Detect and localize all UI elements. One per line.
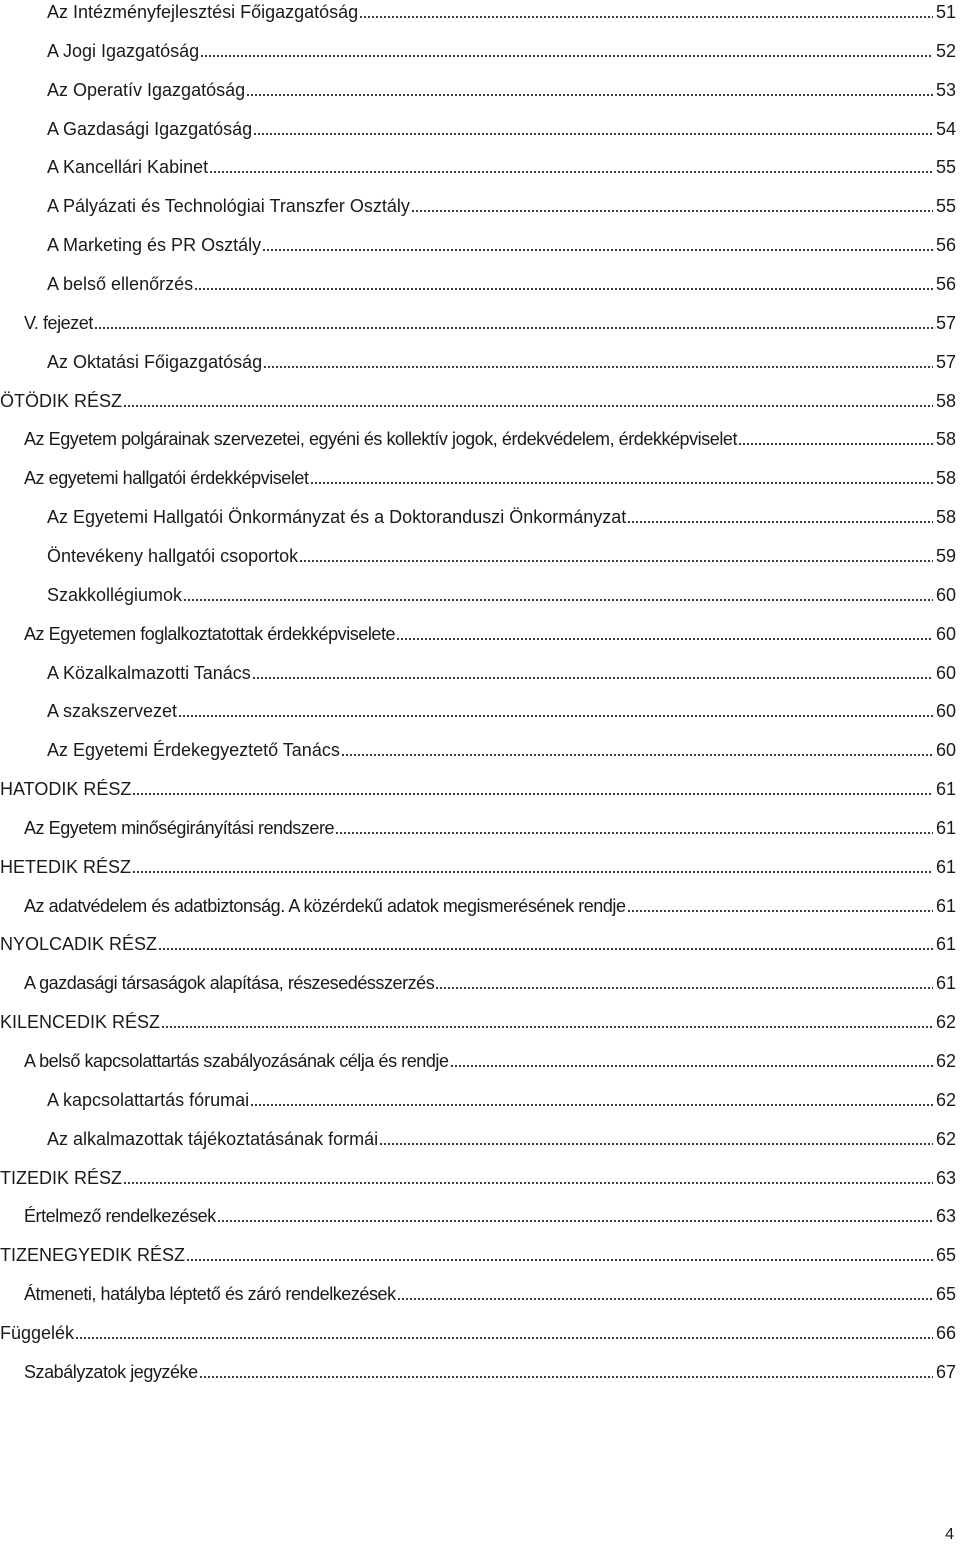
toc-entry-page: 60 bbox=[935, 701, 956, 722]
toc-entry-page: 60 bbox=[935, 740, 956, 761]
dot-leader bbox=[123, 1181, 933, 1185]
toc-entry-title: Átmeneti, hatályba léptető és záró rendelkezések bbox=[24, 1284, 396, 1304]
toc-entry[interactable] bbox=[47, 698, 956, 722]
toc-entry[interactable] bbox=[24, 621, 956, 645]
toc-entry[interactable] bbox=[0, 854, 956, 878]
dot-leader bbox=[200, 54, 933, 58]
toc-entry[interactable] bbox=[47, 504, 956, 528]
toc-entry-page: 57 bbox=[935, 351, 956, 372]
toc-entry-page: 67 bbox=[935, 1361, 956, 1382]
toc-entry[interactable] bbox=[47, 737, 956, 761]
toc-entry-page: 58 bbox=[935, 429, 956, 450]
toc-entry-title: Az Operatív Igazgatóság bbox=[47, 79, 246, 100]
toc-entry[interactable] bbox=[47, 193, 956, 217]
toc-entry-title: KILENCEDIK RÉSZ bbox=[0, 1012, 161, 1033]
toc-entry[interactable] bbox=[47, 582, 956, 606]
toc-entry-title: A szakszervezet bbox=[47, 701, 178, 722]
dot-leader bbox=[199, 1375, 933, 1379]
dot-leader bbox=[217, 1219, 933, 1223]
toc-entry-page: 63 bbox=[935, 1206, 956, 1227]
toc-entry-title: Az Intézményfejlesztési Főigazgatóság bbox=[47, 2, 359, 22]
dot-leader bbox=[132, 792, 933, 796]
toc-entry-title: NYOLCADIK RÉSZ bbox=[0, 934, 158, 955]
dot-leader bbox=[250, 1103, 933, 1107]
toc-entry-title: A kapcsolattartás fórumai bbox=[47, 1089, 250, 1110]
toc-entry-page: 59 bbox=[935, 545, 956, 566]
dot-leader bbox=[335, 831, 933, 835]
toc-entry-title: Az Egyetemi Hallgatói Önkormányzat és a Doktoranduszi Önkormányzat bbox=[47, 507, 627, 528]
dot-leader bbox=[186, 1258, 933, 1262]
toc-entry-title: Öntevékeny hallgatói csoportok bbox=[47, 545, 299, 566]
toc-entry-title: Az Oktatási Főigazgatóság bbox=[47, 351, 263, 372]
toc-entry-page: 57 bbox=[935, 312, 956, 333]
dot-leader bbox=[252, 676, 933, 680]
toc-entry-title: HETEDIK RÉSZ bbox=[0, 856, 132, 877]
toc-entry-title: HATODIK RÉSZ bbox=[0, 779, 132, 799]
toc-entry-page: 56 bbox=[935, 235, 956, 256]
toc-entry-title: A Jogi Igazgatóság bbox=[47, 40, 200, 61]
toc-entry-page: 61 bbox=[935, 817, 956, 838]
toc-entry-page: 62 bbox=[935, 1128, 956, 1149]
toc-entry-page: 62 bbox=[935, 1089, 956, 1110]
toc-entry[interactable] bbox=[0, 1165, 956, 1189]
toc-entry[interactable] bbox=[47, 1126, 956, 1150]
toc-entry-title: Szabályzatok jegyzéke bbox=[24, 1361, 198, 1382]
toc-entry-title: TIZENEGYEDIK RÉSZ bbox=[0, 1245, 186, 1266]
toc-entry-page: 61 bbox=[935, 779, 956, 799]
toc-entry-title: A belső kapcsolattartás szabályozásának célja és rendje bbox=[24, 1051, 449, 1071]
toc-entry-page: 58 bbox=[935, 390, 956, 411]
toc-entry-page: 65 bbox=[935, 1245, 956, 1266]
toc-entry-title: V. fejezet bbox=[24, 312, 93, 333]
dot-leader bbox=[359, 15, 933, 19]
dot-leader bbox=[396, 637, 933, 641]
toc-entry[interactable] bbox=[47, 349, 956, 373]
toc-entry-page: 58 bbox=[935, 507, 956, 528]
toc-entry-page: 61 bbox=[935, 895, 956, 916]
toc-entry-page: 61 bbox=[935, 973, 956, 994]
dot-leader bbox=[738, 442, 933, 446]
toc-entry[interactable] bbox=[47, 543, 956, 567]
toc-entry-title: Függelék bbox=[0, 1322, 75, 1343]
toc-entry-title: A Marketing és PR Osztály bbox=[47, 235, 262, 256]
dot-leader bbox=[379, 1142, 933, 1146]
toc-entry-page: 63 bbox=[935, 1167, 956, 1188]
toc-entry[interactable] bbox=[24, 1048, 956, 1072]
toc-entry-page: 65 bbox=[935, 1284, 956, 1304]
toc-entry-page: 53 bbox=[935, 79, 956, 100]
dot-leader bbox=[627, 520, 933, 524]
dot-leader bbox=[435, 986, 933, 990]
toc-entry-title: Az Egyetemen foglalkoztatottak érdekképviselete bbox=[24, 623, 396, 644]
toc-entry[interactable] bbox=[0, 931, 956, 955]
toc-entry-page: 62 bbox=[935, 1051, 956, 1071]
toc-entry-title: TIZEDIK RÉSZ bbox=[0, 1167, 123, 1188]
toc-entry-title: Az alkalmazottak tájékoztatásának formái bbox=[47, 1128, 379, 1149]
toc-entry[interactable] bbox=[47, 116, 956, 140]
dot-leader bbox=[194, 287, 933, 291]
dot-leader bbox=[263, 365, 933, 369]
toc-entry[interactable] bbox=[0, 1009, 956, 1033]
toc-entry[interactable] bbox=[47, 154, 956, 178]
dot-leader bbox=[310, 481, 933, 485]
dot-leader bbox=[450, 1064, 933, 1068]
toc-entry-title: Értelmező rendelkezések bbox=[24, 1206, 216, 1227]
toc-entry[interactable] bbox=[47, 1087, 956, 1111]
toc-entry-page: 60 bbox=[935, 623, 956, 644]
toc-entry[interactable] bbox=[0, 1242, 956, 1266]
toc-entry-title: A belső ellenőrzés bbox=[47, 273, 194, 294]
toc-entry-page: 66 bbox=[935, 1322, 956, 1343]
dot-leader bbox=[262, 248, 933, 252]
toc-entry-title: A Gazdasági Igazgatóság bbox=[47, 118, 253, 139]
dot-leader bbox=[158, 947, 933, 951]
toc-entry[interactable] bbox=[24, 893, 956, 917]
dot-leader bbox=[132, 870, 933, 874]
toc-entry-title: A Közalkalmazotti Tanács bbox=[47, 662, 251, 683]
dot-leader bbox=[253, 132, 933, 136]
toc-entry[interactable] bbox=[24, 1281, 956, 1305]
dot-leader bbox=[246, 93, 933, 97]
dot-leader bbox=[209, 170, 933, 174]
toc-entry[interactable] bbox=[47, 232, 956, 256]
toc-entry-page: 51 bbox=[935, 2, 956, 22]
dot-leader bbox=[183, 598, 933, 602]
dot-leader bbox=[397, 1297, 933, 1301]
dot-leader bbox=[161, 1025, 933, 1029]
toc-entry-title: A gazdasági társaságok alapítása, részesedésszerzés bbox=[24, 973, 435, 994]
toc-entry-page: 55 bbox=[935, 196, 956, 217]
toc-entry[interactable] bbox=[24, 1359, 956, 1383]
toc-entry-title: Az egyetemi hallgatói érdekképviselet bbox=[24, 468, 309, 489]
toc-entry-page: 60 bbox=[935, 662, 956, 683]
toc-entry[interactable] bbox=[47, 271, 956, 295]
toc-entry-page: 61 bbox=[935, 934, 956, 955]
toc-entry[interactable] bbox=[24, 426, 956, 450]
dot-leader bbox=[178, 714, 933, 718]
toc-entry-page: 58 bbox=[935, 468, 956, 489]
toc-entry-page: 55 bbox=[935, 157, 956, 178]
toc-entry-page: 54 bbox=[935, 118, 956, 139]
dot-leader bbox=[299, 559, 933, 563]
toc-entry-title: Az adatvédelem és adatbiztonság. A közérdekű adatok megismerésének rendje bbox=[24, 895, 626, 916]
toc-entry-page: 62 bbox=[935, 1012, 956, 1033]
toc-entry[interactable] bbox=[0, 388, 956, 412]
toc-entry[interactable] bbox=[24, 970, 956, 994]
toc-entry-title: A Kancellári Kabinet bbox=[47, 157, 209, 178]
toc-entry[interactable] bbox=[47, 38, 956, 62]
toc-entry-page: 61 bbox=[935, 856, 956, 877]
toc-entry-title: Az Egyetemi Érdekegyeztető Tanács bbox=[47, 740, 340, 761]
toc-entry-title: A Pályázati és Technológiai Transzfer Osztály bbox=[47, 196, 410, 217]
dot-leader bbox=[341, 753, 933, 757]
toc-entry[interactable] bbox=[0, 1320, 956, 1344]
toc-entry-title: Az Egyetem polgárainak szervezetei, egyéni és kollektív jogok, érdekvédelem, érdekképviselet bbox=[24, 429, 737, 450]
toc-entry[interactable] bbox=[24, 815, 956, 839]
dot-leader bbox=[123, 404, 933, 408]
toc-entry[interactable] bbox=[47, 0, 956, 23]
toc-entry[interactable] bbox=[47, 660, 956, 684]
toc-entry[interactable] bbox=[24, 465, 956, 489]
toc-entry[interactable] bbox=[47, 77, 956, 101]
page-number: 4 bbox=[945, 1526, 954, 1543]
toc-entry[interactable] bbox=[24, 1203, 956, 1227]
dot-leader bbox=[94, 326, 933, 330]
dot-leader bbox=[75, 1336, 933, 1340]
toc-entry-page: 52 bbox=[935, 40, 956, 61]
toc-entry-title: Szakkollégiumok bbox=[47, 584, 183, 605]
dot-leader bbox=[627, 909, 933, 913]
toc-entry-page: 56 bbox=[935, 273, 956, 294]
toc-entry-title: ÖTÖDIK RÉSZ bbox=[0, 390, 123, 411]
toc-entry-title: Az Egyetem minőségirányítási rendszere bbox=[24, 817, 335, 838]
toc-entry[interactable] bbox=[24, 310, 956, 334]
toc-entry[interactable] bbox=[0, 776, 956, 800]
toc-entry-page: 60 bbox=[935, 584, 956, 605]
dot-leader bbox=[411, 209, 933, 213]
